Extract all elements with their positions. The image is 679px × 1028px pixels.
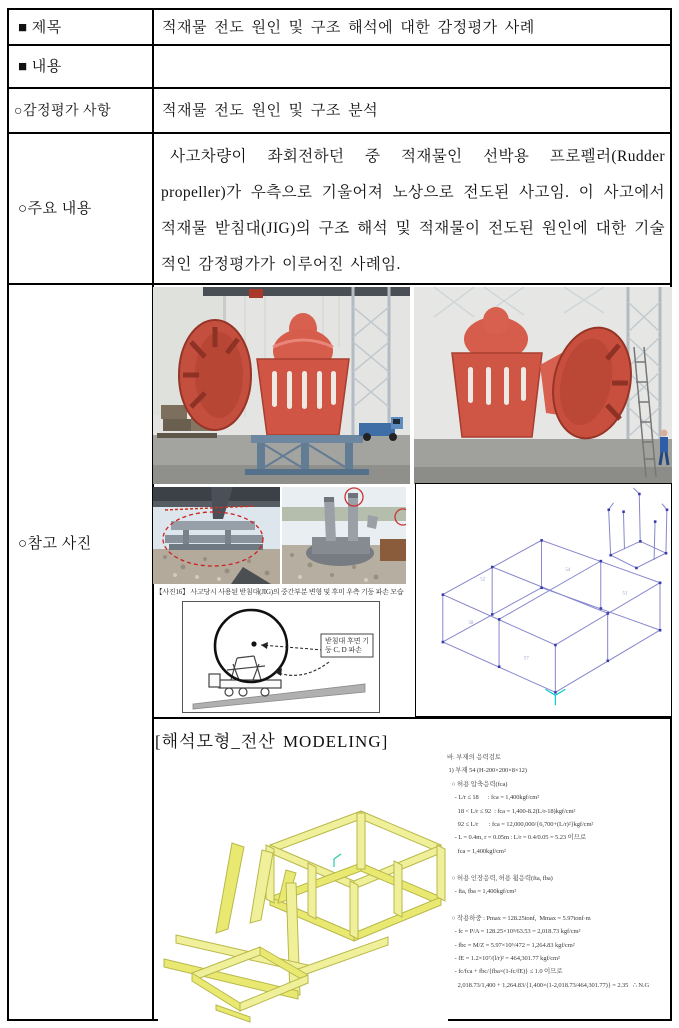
svg-text:51: 51 [622,591,628,597]
row-summary-label: ○주요 내용 [18,201,92,217]
analysis-model-3d [158,783,448,1023]
analysis-model-art [158,783,448,1023]
wireframe-model [415,483,672,717]
debris [380,539,406,561]
accident-photo-left-art [153,487,280,584]
row-item-label: ○감정평가 사항 [14,103,112,119]
summary-paragraph: 사고차량이 좌회전하던 중 적재물인 선박용 프로펠러(Rudder propeller)가 우측으로 기울어져 노상으로 전도된 사고임. 이 사고에서 적재물 받침대(JIG)의 구조 해석 및 적재물이 전도된 원인에 대한 기술적인 감정평가가 이루어진 사례임. [161,148,665,273]
diagram-note-line1: 받침대 후면 기 [325,637,370,645]
photo-propeller-side [414,287,672,484]
svg-text:58: 58 [468,621,474,627]
row-photos-label: ○참고 사진 [18,535,92,552]
crane-beam [203,287,410,296]
propeller-photo-left-art [153,287,410,484]
row-title-value: 적재물 전도 원인 및 구조 해석에 대한 감정평가 사례 [162,19,535,36]
diagram-note-line2: 둥 C, D 파손 [325,646,363,654]
pivot-dot [251,641,256,646]
svg-text:54: 54 [565,567,571,573]
svg-text:57: 57 [523,656,529,662]
modeling-title: [해석모형_전산 MODELING] [155,732,389,751]
photo-accident-columns [282,487,406,584]
deformed-frame [165,521,263,550]
diagram-note-box [321,634,373,657]
photo-accident-deform [153,487,280,584]
row-content-label: ■ 내용 [18,59,62,75]
jig-stand [245,435,369,475]
propeller-disc [179,320,251,430]
tipping-diagram-art [183,602,379,712]
photo-caption: 【사진16】 사고당시 사용된 받침대(JIG)의 중간부분 변형 및 후미 우측 기둥 파손 모습 [155,588,404,596]
accident-photo-right-art [282,487,406,584]
wireframe-art [416,484,671,716]
table-divider [7,283,672,285]
tipping-diagram [182,601,380,713]
svg-text:52: 52 [480,577,486,583]
row-item-value: 적재물 전도 원인 및 구조 분석 [162,103,379,119]
propeller-photo-right-art [414,287,672,484]
table-divider [154,717,672,719]
photo-propeller-front [153,287,410,484]
stress-calculation-text: 바. 부재의 응력검토 1) 부재 54 (H-200×200×8×12) ○ 허용 압축응력(fca) - L/r ≤ 18 : fca = 1,400kgf/cm² 18 < L/r ≤ 92 : fca = 1,400-8.2(L/r-18)kgf/cm² 92 ≤ L/r : fca = 12,000,000/{6,700+(L/r)²}kgf/cm² - L = 0.4m, r = 0.05m : L/r = 0.4/0.05 = 5.23 이므로 fca = 1,400kgf/cm² ○ 허용 인장응력, 허용 휨응력(fta, fba) - fta, fba = 1,400kgf/cm² ○ 작용하중 : Pmax = 128.25tonf, Mmax = 5.97tonf·m - fc = P/A = 128.25×10³/63.53 = 2,018.73 kgf/cm² - fbc = M/Z = 5.97×10⁵/472 = 1,264.83 kgf/cm² - fE = 1.2×10⁷/(l/r)² = 464,301.77 kgf/cm² - fc/fca + fbc/{fba×(1-fc/fE)} ≤ 1.0 이므로 2,018.73/1,400 + 1,264.83/{1,400×(1-2,018.73/464,301.77)} = 2.35 ∴ N.G [447,754,650,989]
row-title-label: ■ 제목 [18,19,62,36]
